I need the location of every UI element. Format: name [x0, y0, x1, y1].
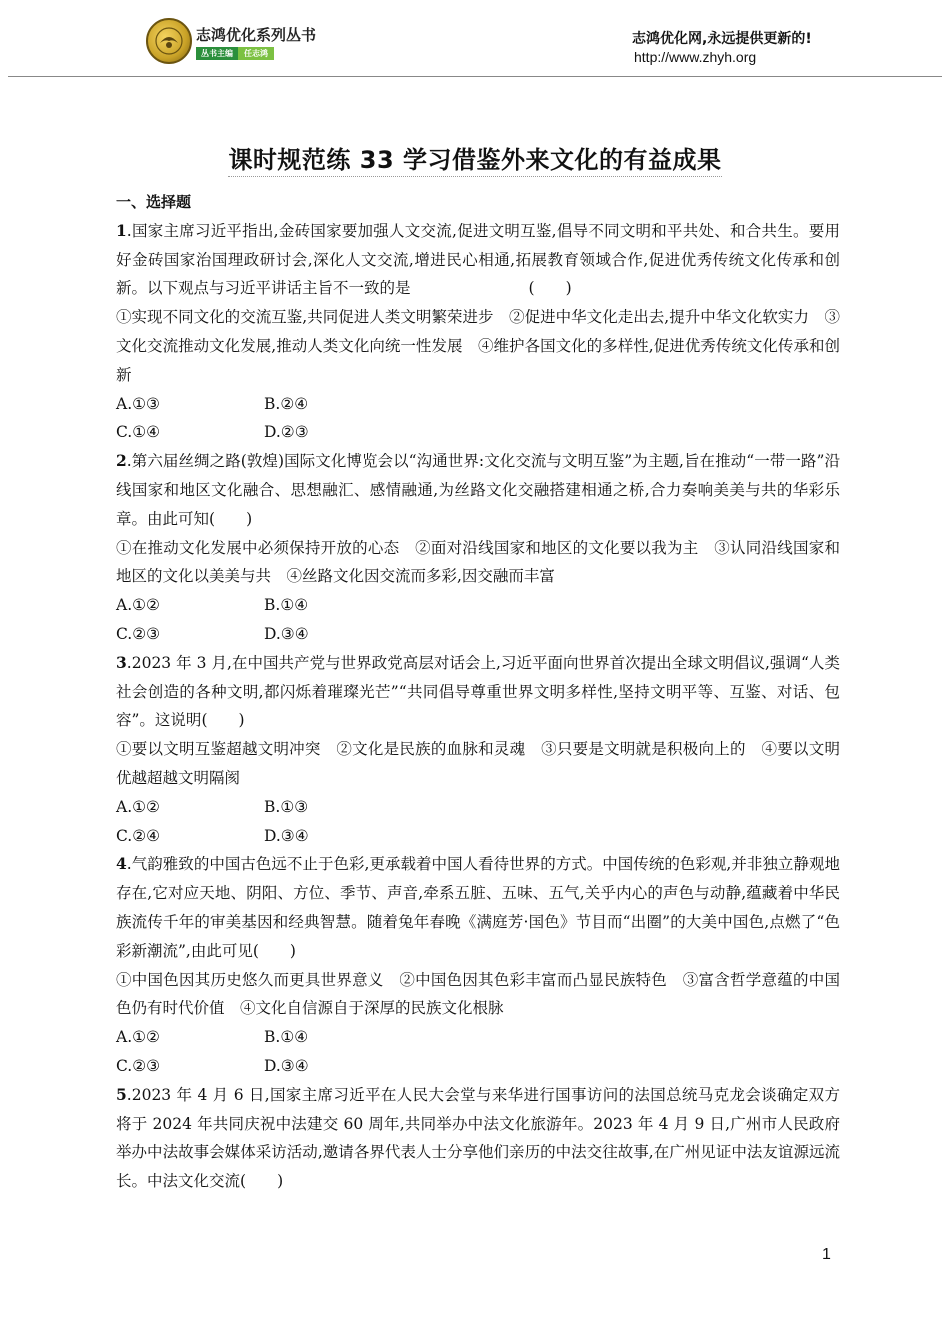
- option-d[interactable]: D.③④: [264, 1056, 309, 1075]
- options-row: [116, 390, 840, 419]
- question-statements: ①在推动文化发展中必须保持开放的心态 ②面对沿线国家和地区的文化要以我为主 ③认同沿线国家和地区的文化以美美与共 ④丝路文化因交流而多彩,因交融而丰富: [116, 538, 840, 586]
- question-stem: [116, 217, 840, 303]
- option-d[interactable]: D.③④: [264, 624, 309, 643]
- option-a[interactable]: A.①②: [116, 1028, 160, 1047]
- question-text: .2023 年 3 月,在中国共产党与世界政党高层对话会上,习近平面向世界首次提出全球文明倡议,强调“人类社会创造的各种文明,都闪烁着璀璨光芒”“共同倡导尊重世界文明多样性,坚持文明平等、互鉴、对话、包容”。这说明: [116, 653, 840, 730]
- question-stem: [116, 447, 840, 533]
- editor-name: 任志鸿: [238, 47, 274, 60]
- page-number: 1: [822, 1246, 831, 1263]
- question-text: .气韵雅致的中国古色远不止于色彩,更承载着中国人看待世界的方式。中国传统的色彩观,并非独立静观地存在,它对应天地、阴阳、方位、季节、声音,牵系五脏、五味、五气,关乎内心的声色与动静,蕴藏着中华民族流传千年的审美基因和经典智慧。随着兔年春晚《满庭芳·国色》节目而“出圈”的大美中国色,点燃了“色彩新潮流”,由此可见: [116, 855, 840, 960]
- question-list: [116, 188, 840, 1196]
- series-logo: [146, 18, 192, 64]
- page-title-text: 课时规范练 33 学习借鉴外来文化的有益成果: [228, 146, 721, 177]
- header-divider: [8, 76, 942, 77]
- options-row: [116, 793, 840, 822]
- options-row: [116, 418, 840, 447]
- question-stem: [116, 850, 840, 965]
- question-number: 5: [116, 1084, 127, 1104]
- question-stem: [116, 1081, 840, 1196]
- editor-label: 丛书主编: [196, 47, 238, 60]
- question-number: 4: [116, 854, 127, 874]
- answer-bracket: ( ): [252, 941, 296, 960]
- question-text: .2023 年 4 月 6 日,国家主席习近平在人民大会堂与来华进行国事访问的法国总统马克龙会谈确定双方将于 2024 年共同庆祝中法建交 60 周年,共同举办中法文化旅游年。2023 年 4 月 9 日,广州市人民政府举办中法故事会媒体采访活动,邀请各界代表人士分享他们亲历的中法交往故事,在广州见证中法友谊源远流长。中法文化交流: [116, 1085, 840, 1191]
- header-slogan: 志鸿优化网,永远提供更新的!: [632, 31, 812, 47]
- option-b[interactable]: B.①④: [264, 1028, 309, 1047]
- question-5: [116, 1081, 840, 1196]
- option-d[interactable]: D.③④: [264, 826, 309, 845]
- options-row: [116, 1052, 840, 1081]
- question-2: [116, 447, 840, 649]
- series-name: 志鸿优化系列丛书: [196, 26, 317, 44]
- eagle-emblem-icon: [154, 26, 184, 56]
- options-row: [116, 620, 840, 649]
- answer-bracket: ( ): [528, 279, 572, 298]
- option-c[interactable]: C.②④: [116, 826, 161, 845]
- question-text: .国家主席习近平指出,金砖国家要加强人文交流,促进文明互鉴,倡导不同文明和平共处、和合共生。要用好金砖国家治国理政研讨会,深化人文交流,增进民心相通,拓展教育领域合作,促进优秀传统文化传承和创新。以下观点与习近平讲话主旨不一致的是: [116, 221, 840, 298]
- question-number: 3: [116, 652, 127, 672]
- page-title: [0, 140, 950, 175]
- question-statements: ①中国色因其历史悠久而更具世界意义 ②中国色因其色彩丰富而凸显民族特色 ③富含哲学意蕴的中国色仍有时代价值 ④文化自信源自于深厚的民族文化根脉: [116, 970, 840, 1018]
- option-b[interactable]: B.②④: [264, 394, 309, 413]
- question-statements: ①要以文明互鉴超越文明冲突 ②文化是民族的血脉和灵魂 ③只要是文明就是积极向上的 ④要以文明优越超越文明隔阂: [116, 740, 840, 787]
- answer-bracket: ( ): [240, 1172, 284, 1191]
- question-number: 1: [116, 220, 127, 240]
- page-header: [0, 0, 950, 82]
- options-row: [116, 591, 840, 620]
- question-4: [116, 850, 840, 1080]
- question-1: [116, 217, 840, 447]
- question-stem: [116, 649, 840, 735]
- option-b[interactable]: B.①③: [264, 797, 309, 816]
- header-url[interactable]: http://www.zhyh.org: [634, 49, 757, 65]
- option-c[interactable]: C.②③: [116, 624, 161, 643]
- question-number: 2: [116, 451, 127, 471]
- series-editor-tag: [196, 47, 274, 60]
- question-statements: ①实现不同文化的交流互鉴,共同促进人类文明繁荣进步 ②促进中华文化走出去,提升中华文化软实力 ③文化交流推动文化发展,推动人类文化向统一性发展 ④维护各国文化的多样性,促进优秀传统文化传承和创新: [116, 308, 840, 384]
- question-text: .第六届丝绸之路(敦煌)国际文化博览会以“沟通世界:文化交流与文明互鉴”为主题,旨在推动“一带一路”沿线国家和地区文化融合、思想融汇、感情融通,为丝路文化交融搭建相通之桥,合力奏响美美与共的华彩乐章。由此可知: [116, 452, 840, 528]
- option-c[interactable]: C.②③: [116, 1056, 161, 1075]
- section-heading: 一、选择题: [116, 193, 192, 211]
- option-c[interactable]: C.①④: [116, 423, 161, 442]
- option-a[interactable]: A.①②: [116, 596, 160, 615]
- answer-bracket: ( ): [201, 711, 245, 730]
- option-d[interactable]: D.②③: [264, 423, 309, 442]
- option-a[interactable]: A.①③: [116, 394, 160, 413]
- question-3: [116, 649, 840, 851]
- options-row: [116, 822, 840, 851]
- options-row: [116, 1023, 840, 1052]
- option-a[interactable]: A.①②: [116, 797, 160, 816]
- answer-bracket: ( ): [209, 509, 253, 528]
- option-b[interactable]: B.①④: [264, 596, 309, 615]
